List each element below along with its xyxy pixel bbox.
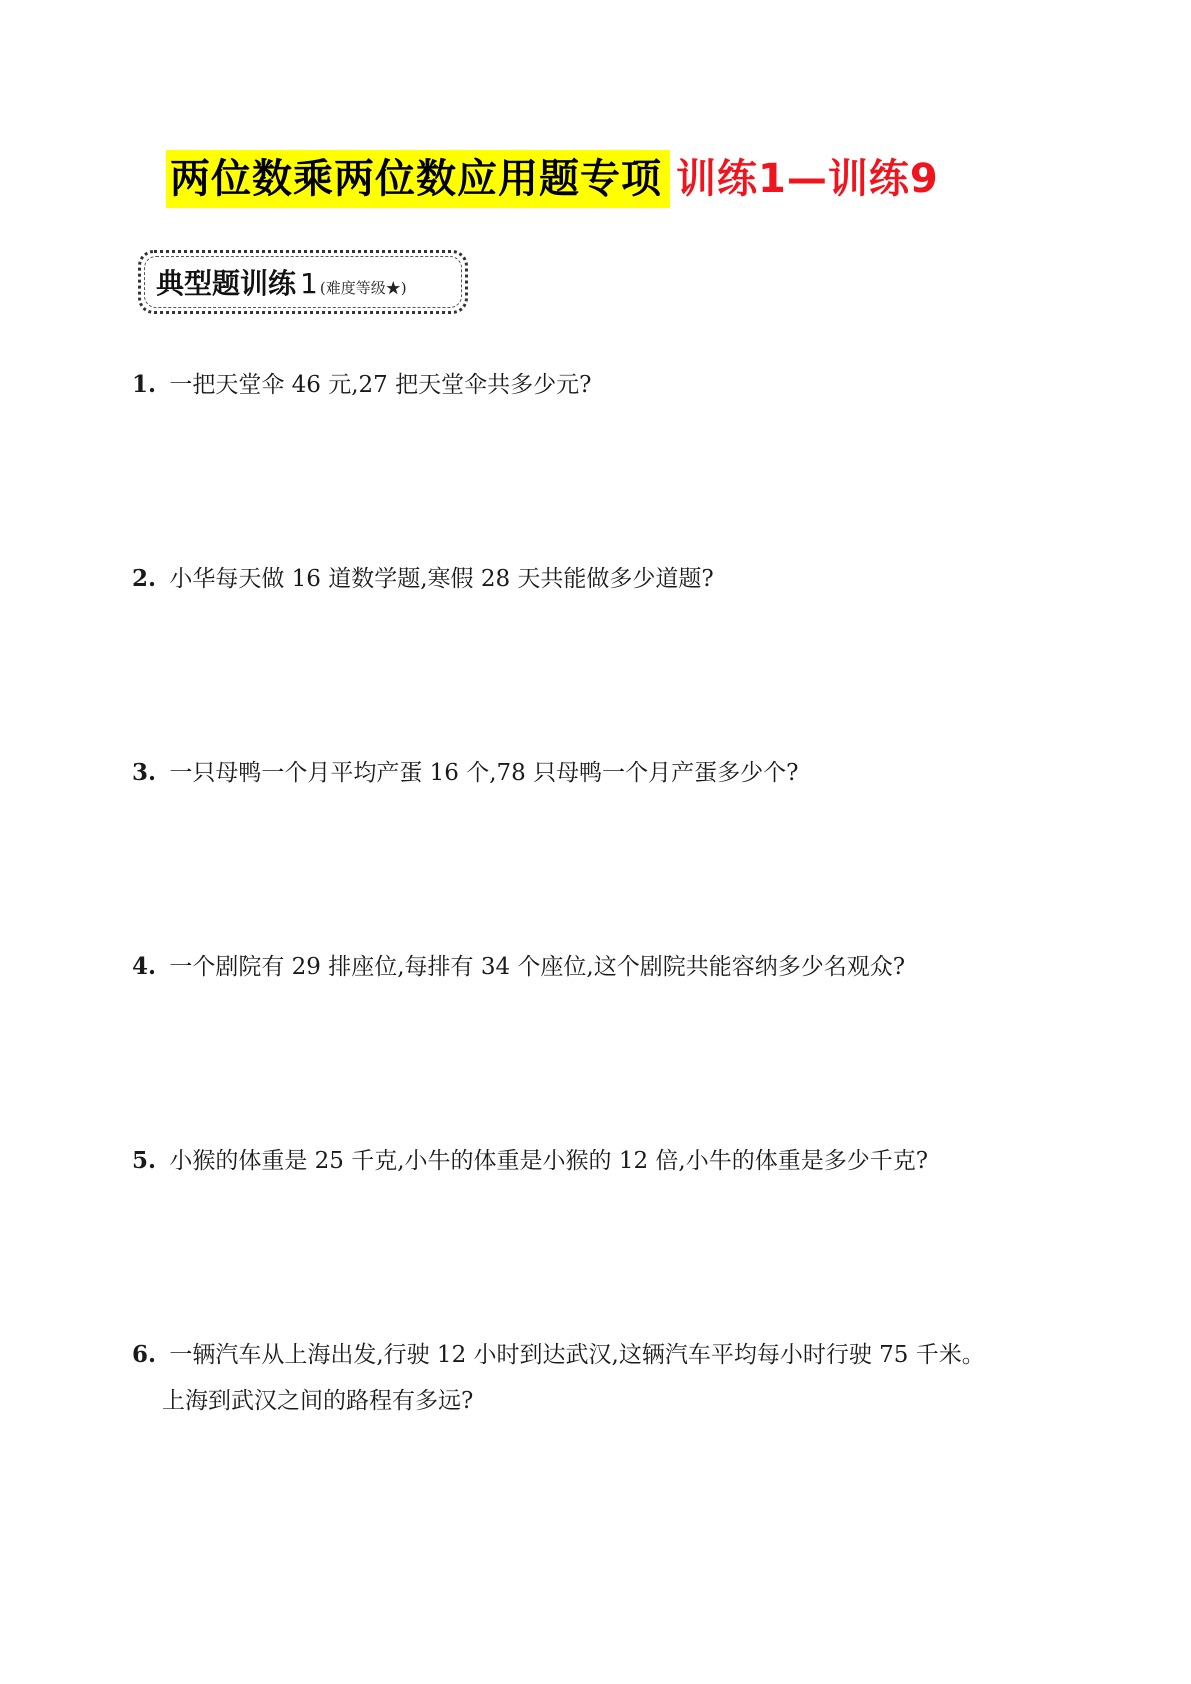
section-difficulty: (难度等级★): [319, 279, 407, 297]
section-number: 1: [300, 267, 318, 300]
question-2: [132, 556, 1092, 602]
section-heading: [156, 262, 407, 302]
question-number: 4.: [132, 953, 157, 980]
question-1: [132, 362, 1092, 408]
question-number: 5.: [132, 1147, 157, 1174]
page-title: [166, 150, 939, 208]
section-label: 典型题训练: [156, 267, 297, 300]
question-5: [132, 1138, 1092, 1184]
question-text: 小猴的体重是 25 千克,小牛的体重是小猴的 12 倍,小牛的体重是多少千克?: [169, 1148, 929, 1174]
title-red-part: 训练1—训练9: [676, 156, 939, 202]
question-number: 2.: [132, 565, 157, 592]
title-highlighted: 两位数乘两位数应用题专项: [166, 150, 670, 208]
question-text: 一只母鸭一个月平均产蛋 16 个,78 只母鸭一个月产蛋多少个?: [169, 760, 799, 786]
question-number: 1.: [132, 371, 157, 398]
question-text-continued: 上海到武汉之间的路程有多远?: [162, 1388, 474, 1414]
question-6: [132, 1332, 1092, 1424]
question-text: 一个剧院有 29 排座位,每排有 34 个座位,这个剧院共能容纳多少名观众?: [169, 954, 906, 980]
question-text: 小华每天做 16 道数学题,寒假 28 天共能做多少道题?: [169, 566, 714, 592]
question-text: 一辆汽车从上海出发,行驶 12 小时到达武汉,这辆汽车平均每小时行驶 75 千米。: [169, 1342, 985, 1368]
question-text: 一把天堂伞 46 元,27 把天堂伞共多少元?: [169, 372, 592, 398]
question-3: [132, 750, 1092, 796]
question-number: 3.: [132, 759, 157, 786]
question-4: [132, 944, 1092, 990]
question-number: 6.: [132, 1341, 157, 1368]
